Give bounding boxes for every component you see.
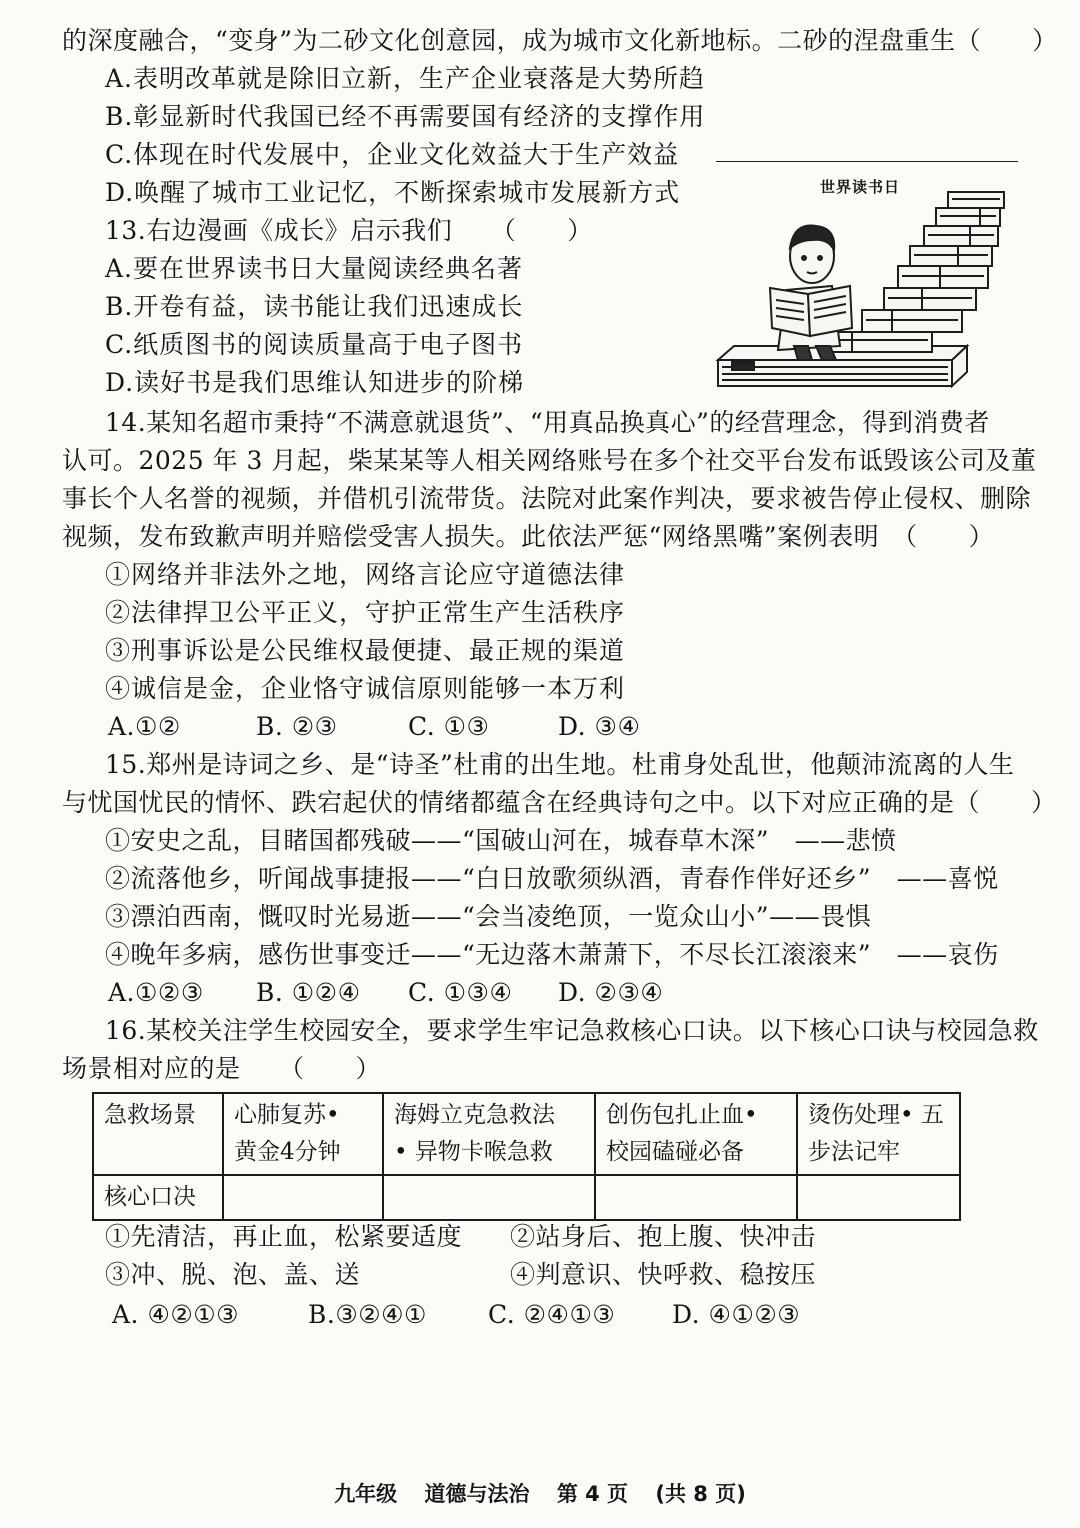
cartoon-growth-image xyxy=(712,160,1022,395)
q15-stem-line-1: 15.郑州是诗词之乡、是“诗圣”杜甫的出生地。杜甫身处乱世，他颠沛流离的人生 xyxy=(105,750,1015,779)
first-aid-table xyxy=(92,1092,961,1221)
table-cell-burn: 烫伤处理• 五 步法记牢 xyxy=(797,1093,960,1175)
q15-statement-1: ①安史之乱，目睹国都残破——“国破山河在，城春草木深” ——悲愤 xyxy=(105,826,897,855)
q14-stem-line-4: 视频，发布致歉声明并赔偿受害人损失。此依法严惩“网络黑嘴”案例表明 （ ） xyxy=(62,522,995,551)
footer-grade: 九年级 xyxy=(334,1482,398,1506)
q16-choice-c: C. ②④①③ xyxy=(488,1300,616,1329)
q16-stem-line-2: 场景相对应的是 （ ） xyxy=(62,1054,382,1083)
page-footer xyxy=(0,1478,1080,1508)
q15-statement-4: ④晚年多病，感伤世事变迁——“无边落木萧萧下，不尽长江滚滚来” ——哀伤 xyxy=(105,940,999,969)
q12-stem-tail: 的深度融合，“变身”为二砂文化创意园，成为城市文化新地标。二砂的涅盘重生（ ） xyxy=(62,26,1058,55)
q15-choice-a: A.①②③ xyxy=(108,978,204,1007)
q16-statement-4: ④判意识、快呼救、稳按压 xyxy=(510,1260,817,1289)
table-header-mnemonic: 核心口决 xyxy=(93,1175,223,1220)
q14-choice-a: A.①② xyxy=(108,712,181,741)
q16-statement-2: ②站身后、抱上腹、快冲击 xyxy=(510,1222,817,1251)
table-cell-heimlich: 海姆立克急救法 • 异物卡喉急救 xyxy=(383,1093,595,1175)
q12-option-c: C.体现在时代发展中，企业文化效益大于生产效益 xyxy=(105,140,680,169)
q16-statement-1: ①先清洁，再止血，松紧要适度 xyxy=(105,1222,463,1251)
q12-option-a: A.表明改革就是除旧立新，生产企业衰落是大势所趋 xyxy=(105,64,706,93)
table-blank-cell xyxy=(383,1175,595,1220)
book-stairs-drawing xyxy=(712,160,1022,395)
table-cell-bandage: 创伤包扎止血• 校园磕碰必备 xyxy=(595,1093,797,1175)
q15-statement-3: ③漂泊西南，慨叹时光易逝——“会当凌绝顶，一览众山小”——畏惧 xyxy=(105,902,872,931)
q16-stem-line-1: 16.某校关注学生校园安全，要求学生牢记急救核心口诀。以下核心口诀与校园急救 xyxy=(105,1016,1039,1045)
q15-statement-2: ②流落他乡，听闻战事捷报——“白日放歌须纵酒，青春作伴好还乡” ——喜悦 xyxy=(105,864,999,893)
q16-statement-3: ③冲、脱、泡、盖、送 xyxy=(105,1260,361,1289)
q14-choice-d: D. ③④ xyxy=(558,712,641,741)
q12-option-b: B.彰显新时代我国已经不再需要国有经济的支撑作用 xyxy=(105,102,706,131)
q14-statement-2: ②法律捍卫公平正义，守护正常生产生活秩序 xyxy=(105,598,626,627)
table-row-scenes xyxy=(93,1093,960,1175)
q15-choice-c: C. ①③④ xyxy=(408,978,513,1007)
q14-statement-1: ①网络并非法外之地，网络言论应守道德法律 xyxy=(105,560,626,589)
q14-choice-c: C. ①③ xyxy=(408,712,490,741)
q13-option-a: A.要在世界读书日大量阅读经典名著 xyxy=(105,254,524,283)
q16-choice-a: A. ④②①③ xyxy=(112,1300,240,1329)
table-cell-cpr: 心肺复苏• 黄金4分钟 xyxy=(223,1093,383,1175)
table-header-scene: 急救场景 xyxy=(93,1093,223,1175)
footer-total: (共 8 页) xyxy=(655,1482,746,1506)
table-row-mnemonics xyxy=(93,1175,960,1220)
q15-choice-d: D. ②③④ xyxy=(558,978,664,1007)
footer-subject: 道德与法治 xyxy=(424,1482,530,1506)
footer-page: 第 4 页 xyxy=(556,1482,629,1506)
q14-statement-4: ④诚信是金，企业恪守诚信原则能够一本万利 xyxy=(105,674,626,703)
cartoon-caption: 世界读书日 xyxy=(820,178,901,196)
q14-statement-3: ③刑事诉讼是公民维权最便捷、最正规的渠道 xyxy=(105,636,626,665)
q15-choice-b: B. ①②④ xyxy=(256,978,361,1007)
q15-stem-line-2: 与忧国忧民的情怀、跌宕起伏的情绪都蕴含在经典诗句之中。以下对应正确的是（ ） xyxy=(62,788,1057,817)
q14-stem-line-1: 14.某知名超市秉持“不满意就退货”、“用真品换真心”的经营理念，得到消费者 xyxy=(105,408,990,437)
q14-stem-line-3: 事长个人名誉的视频，并借机引流带货。法院对此案作判决，要求被告停止侵权、删除 xyxy=(62,484,1032,513)
q12-option-d: D.唤醒了城市工业记忆，不断探索城市发展新方式 xyxy=(105,178,681,207)
q14-choice-b: B. ②③ xyxy=(256,712,338,741)
table-blank-cell xyxy=(797,1175,960,1220)
table-blank-cell xyxy=(223,1175,383,1220)
table-blank-cell xyxy=(595,1175,797,1220)
q16-choice-d: D. ④①②③ xyxy=(672,1300,801,1329)
q13-option-d: D.读好书是我们思维认知进步的阶梯 xyxy=(105,368,525,397)
q13-option-b: B.开卷有益，读书能让我们迅速成长 xyxy=(105,292,524,321)
q14-stem-line-2: 认可。2025 年 3 月起，柴某某等人相关网络账号在多个社交平台发布诋毁该公司及董 xyxy=(62,446,1037,475)
q13-option-c: C.纸质图书的阅读质量高于电子图书 xyxy=(105,330,524,359)
q13-stem: 13.右边漫画《成长》启示我们 （ ） xyxy=(105,216,593,245)
q16-choice-b: B.③②④① xyxy=(308,1300,427,1329)
